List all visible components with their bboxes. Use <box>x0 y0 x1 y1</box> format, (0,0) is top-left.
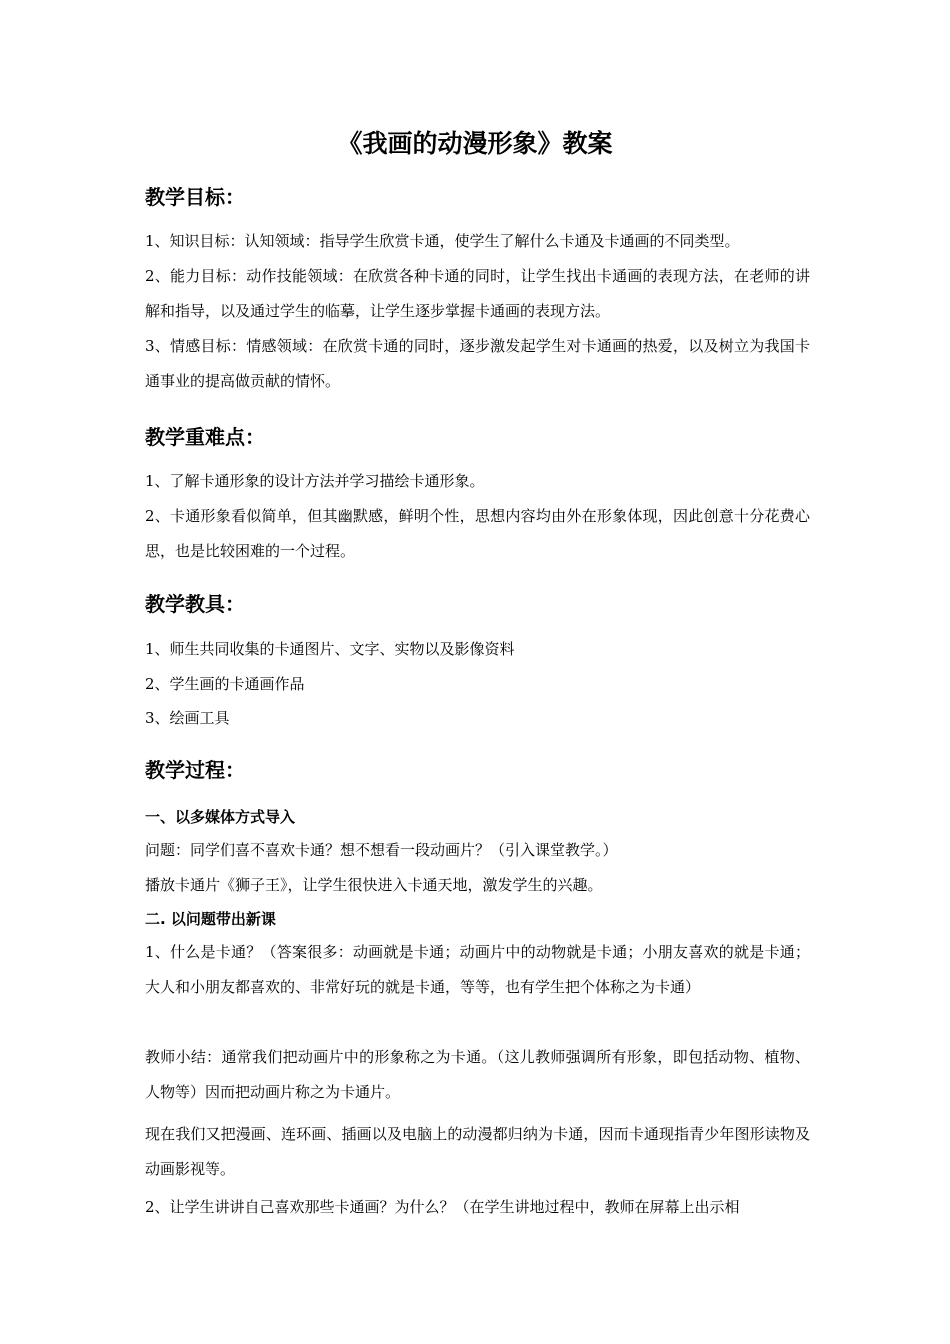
process-heading: 教学过程： <box>145 758 245 782</box>
objectives-heading: 教学目标： <box>145 185 245 209</box>
process-paragraph: 2、让学生讲讲自己喜欢那些卡通画？为什么？（在学生讲地过程中，教师在屏幕上出示相 <box>145 1198 740 1216</box>
document-title: 《我画的动漫形象》教案 <box>337 129 613 158</box>
process-part1-heading: 一、以多媒体方式导入 <box>145 808 296 826</box>
process-paragraph: 1、什么是卡通？（答案很多：动画就是卡通；动画片中的动物就是卡通；小朋友喜欢的就是卡通；大人和小朋友都喜欢的、非常好玩的就是卡通，等等，也有学生把个体称之为卡通） <box>145 943 810 996</box>
key-points-heading: 教学重难点： <box>145 425 265 449</box>
process-part2-heading: 二. 以问题带出新课 <box>145 910 276 928</box>
key-point-item: 1、了解卡通形象的设计方法并学习描绘卡通形象。 <box>145 472 485 490</box>
tool-item: 3、绘画工具 <box>145 709 230 727</box>
tools-heading: 教学教具： <box>145 592 245 616</box>
objective-item: 3、情感目标：情感领域：在欣赏卡通的同时，逐步激发起学生对卡通画的热爱，以及树立为我国卡通事业的提高做贡献的情怀。 <box>145 337 810 390</box>
objective-item: 1、知识目标：认知领域：指导学生欣赏卡通，使学生了解什么卡通及卡通画的不同类型。 <box>145 232 740 250</box>
process-line: 播放卡通片《狮子王》，让学生很快进入卡通天地，激发学生的兴趣。 <box>145 876 603 894</box>
objective-item: 2、能力目标：动作技能领域：在欣赏各种卡通的同时，让学生找出卡通画的表现方法，在老师的讲解和指导，以及通过学生的临摹，让学生逐步掌握卡通画的表现方法。 <box>145 267 810 320</box>
process-paragraph: 现在我们又把漫画、连环画、插画以及电脑上的动漫都归纳为卡通，因而卡通现指青少年图形读物及动画影视等。 <box>145 1125 810 1178</box>
tool-item: 1、师生共同收集的卡通图片、文字、实物以及影像资料 <box>145 640 515 658</box>
process-paragraph: 教师小结：通常我们把动画片中的形象称之为卡通。（这儿教师强调所有形象，即包括动物、植物、人物等）因而把动画片称之为卡通片。 <box>145 1048 810 1101</box>
tool-item: 2、学生画的卡通画作品 <box>145 675 305 693</box>
key-point-item: 2、卡通形象看似简单，但其幽默感，鲜明个性，思想内容均由外在形象体现，因此创意十分花费心思，也是比较困难的一个过程。 <box>145 507 810 560</box>
process-line: 问题：同学们喜不喜欢卡通？想不想看一段动画片？（引入课堂教学。） <box>145 841 618 859</box>
